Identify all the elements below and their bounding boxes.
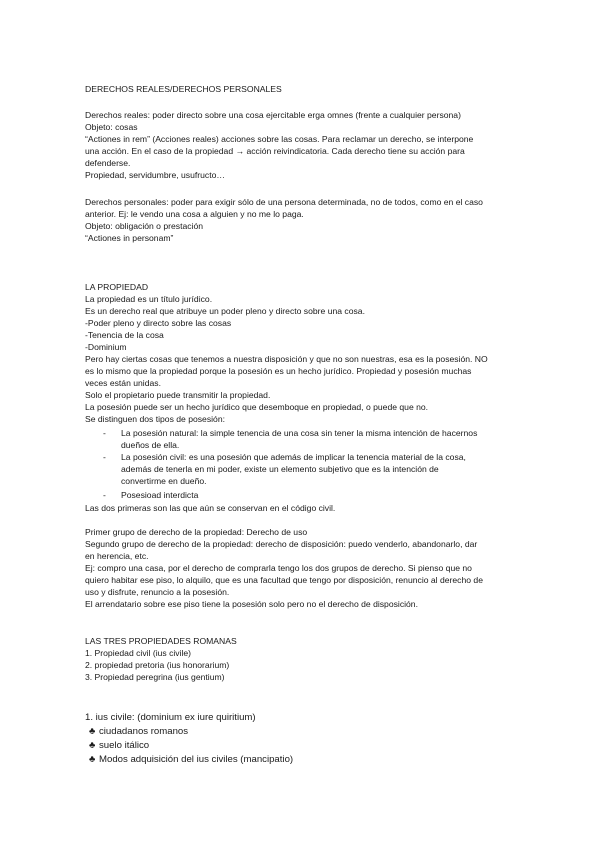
propiedad-line-9: Solo el propietario puede transmitir la propiedad.: [85, 390, 271, 400]
posesion-natural-line-1: La posesión natural: la simple tenencia de una cosa sin tener la misma intención de hacernos: [121, 428, 478, 438]
personales-line-4: “Actiones in personam”: [85, 233, 174, 243]
grupos-line-2: Segundo grupo de derecho de la propiedad: derecho de disposición: puedo venderlo, abandonarlo, dar: [85, 539, 478, 549]
propiedad-line-7: es lo mismo que la propiedad porque la posesión es un hecho jurídico. Propiedad y posesión muchas: [85, 366, 472, 376]
club-icon: ♣: [89, 726, 96, 737]
posesion-civil-line-2: además de tenerla en mi poder, existe un elemento subjetivo que es la intención de: [121, 464, 439, 474]
dash-bullet: -: [103, 452, 106, 462]
ius-civile-bullet-2: suelo itálico: [99, 740, 150, 751]
reales-line-4: una acción. En el caso de la propiedad → acción reivindicatoria. Cada derecho tiene su acción para: [85, 146, 465, 156]
romanas-heading: LAS TRES PROPIEDADES ROMANAS: [85, 636, 237, 646]
club-icon: ♣: [89, 754, 96, 765]
posesion-civil-line-1: La posesión civil: es una posesión que además de implicar la tenencia material de la cosa,: [121, 452, 466, 462]
propiedad-line-2: Es un derecho real que atribuye un poder pleno y directo sobre una cosa.: [85, 306, 365, 316]
ius-civile-line: 1. ius civile: (dominium ex iure quiritium): [85, 712, 256, 723]
document-title: DERECHOS REALES/DERECHOS PERSONALES: [85, 84, 282, 94]
dash-bullet: -: [103, 490, 106, 500]
propiedad-line-3: -Poder pleno y directo sobre las cosas: [85, 318, 232, 328]
personales-line-3: Objeto: obligación o prestación: [85, 221, 204, 231]
ius-civile-bullet-1: ciudadanos romanos: [99, 726, 189, 737]
propiedad-line-6: Pero hay ciertas cosas que tenemos a nuestra disposición y que no son nuestras, esa es la posesión. NO: [85, 354, 488, 364]
ius-civile-bullet-3: Modos adquisición del ius civiles (mancipatio): [99, 754, 294, 765]
propiedad-line-8: veces están unidas.: [85, 378, 161, 388]
reales-line-5: defenderse.: [85, 158, 131, 168]
reales-line-6: Propiedad, servidumbre, usufructo…: [85, 170, 225, 180]
reales-line-3: “Actiones in rem” (Acciones reales) acciones sobre las cosas. Para reclamar un derecho, se interpone: [85, 134, 474, 144]
propiedad-line-11: Se distinguen dos tipos de posesión:: [85, 414, 225, 424]
grupos-line-4: Ej: compro una casa, por el derecho de comprarla tengo los dos grupos de derecho. Si pienso que no: [85, 563, 472, 573]
posesion-interdicta: Posesioad interdicta: [121, 490, 199, 500]
grupos-line-7: El arrendatario sobre ese piso tiene la posesión solo pero no el derecho de disposición.: [85, 599, 418, 609]
grupos-line-3: en herencia, etc.: [85, 551, 149, 561]
personales-line-1: Derechos personales: poder para exigir sólo de una persona determinada, no de todos, como en el caso: [85, 197, 483, 207]
romanas-line-3: 3. Propiedad peregrina (ius gentium): [85, 672, 225, 682]
reales-line-2: Objeto: cosas: [85, 122, 138, 132]
posesion-natural-line-2: dueños de ella.: [121, 440, 180, 450]
reales-line-1: Derechos reales: poder directo sobre una cosa ejercitable erga omnes (frente a cualquier persona): [85, 110, 461, 120]
propiedad-line-1: La propiedad es un título jurídico.: [85, 294, 213, 304]
propiedad-line-10: La posesión puede ser un hecho jurídico que desemboque en propiedad, o puede que no.: [85, 402, 429, 412]
romanas-line-1: 1. Propiedad civil (ius civile): [85, 648, 192, 658]
posesion-civil-line-3: convertirme en dueño.: [121, 476, 207, 486]
dash-bullet: -: [103, 428, 106, 438]
propiedad-line-5: -Dominium: [85, 342, 127, 352]
grupos-line-6: uso y disfrute, renuncio a la posesión.: [85, 587, 230, 597]
romanas-line-2: 2. propiedad pretoria (ius honorarium): [85, 660, 230, 670]
propiedad-heading: LA PROPIEDAD: [85, 282, 149, 292]
personales-line-2: anterior. Ej: le vendo una cosa a alguien y no me lo paga.: [85, 209, 304, 219]
propiedad-line-4: -Tenencia de la cosa: [85, 330, 164, 340]
grupos-line-5: quiero habitar ese piso, lo alquilo, que es una facultad que tengo por disposición, renuncio al derecho de: [85, 575, 483, 585]
club-icon: ♣: [89, 740, 96, 751]
propiedad-line-12: Las dos primeras son las que aún se conservan en el código civil.: [85, 503, 336, 513]
grupos-line-1: Primer grupo de derecho de la propiedad: Derecho de uso: [85, 527, 308, 537]
